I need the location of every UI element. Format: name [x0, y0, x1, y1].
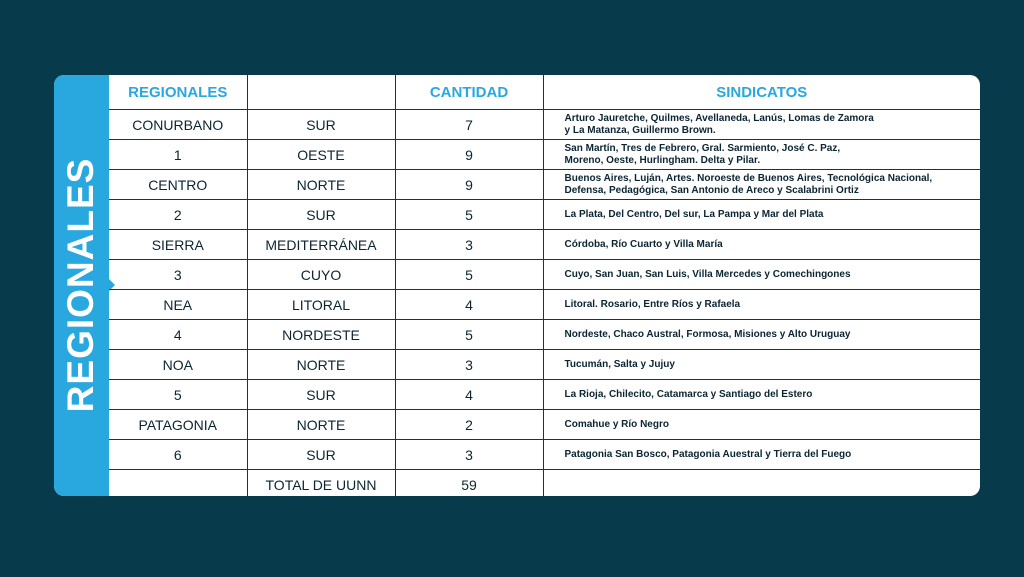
cell-sindicatos [543, 440, 980, 470]
regionales-table [109, 75, 980, 496]
sindicatos-line: La Rioja, Chilecito, Catamarca y Santiago del Estero [564, 388, 813, 400]
sindicatos-line: Litoral. Rosario, Entre Ríos y Rafaela [564, 298, 741, 310]
cell-zona: CUYO [247, 260, 395, 290]
cell-regional: NOA [109, 350, 247, 380]
table-row [109, 230, 980, 260]
table-row [109, 200, 980, 230]
sindicatos-line: La Plata, Del Centro, Del sur, La Pampa y Mar del Plata [564, 208, 824, 220]
table-row [109, 170, 980, 200]
cell-regional: 1 [109, 140, 247, 170]
cell-cantidad: 5 [395, 320, 543, 350]
cell-regional: 5 [109, 380, 247, 410]
table-row [109, 260, 980, 290]
sindicatos-line: Tucumán, Salta y Jujuy [564, 358, 675, 370]
cell-zona: NORTE [247, 170, 395, 200]
cell-sindicatos [543, 410, 980, 440]
cell-zona: MEDITERRÁNEA [247, 230, 395, 260]
cell-regional: CENTRO [109, 170, 247, 200]
cell-regional: 3 [109, 260, 247, 290]
table-row [109, 140, 980, 170]
header-sindicatos: SINDICATOS [543, 75, 980, 110]
sindicatos-line: Arturo Jauretche, Quilmes, Avellaneda, Lanús, Lomas de Zamora [564, 112, 874, 124]
cell-sindicatos [543, 380, 980, 410]
table-header-row [109, 75, 980, 110]
cell-sindicatos [543, 290, 980, 320]
table-row [109, 320, 980, 350]
cell-cantidad: 3 [395, 440, 543, 470]
header-cantidad: CANTIDAD [395, 75, 543, 110]
cell-cantidad: 5 [395, 200, 543, 230]
cell-cantidad: 3 [395, 230, 543, 260]
sindicatos-line: Comahue y Río Negro [564, 418, 669, 430]
cell-cantidad: 5 [395, 260, 543, 290]
cell-regional: 6 [109, 440, 247, 470]
sindicatos-line: Nordeste, Chaco Austral, Formosa, Misiones y Alto Uruguay [564, 328, 851, 340]
cell-regional: NEA [109, 290, 247, 320]
cell-zona: SUR [247, 200, 395, 230]
cell-regional: PATAGONIA [109, 410, 247, 440]
side-banner-label: REGIONALES [60, 157, 101, 413]
header-regionales: REGIONALES [109, 75, 247, 110]
sindicatos-line: Patagonia San Bosco, Patagonia Auestral y Tierra del Fuego [564, 448, 852, 460]
cell-zona: NORTE [247, 350, 395, 380]
cell-sindicatos [543, 320, 980, 350]
cell-regional: SIERRA [109, 230, 247, 260]
table-row [109, 410, 980, 440]
cell-zona: SUR [247, 380, 395, 410]
cell-sindicatos [543, 170, 980, 200]
regionales-card [54, 75, 980, 496]
cell-cantidad: 9 [395, 170, 543, 200]
cell-cantidad: 3 [395, 350, 543, 380]
cell-sindicatos [543, 230, 980, 260]
cell-zona: SUR [247, 110, 395, 140]
cell-empty [543, 470, 980, 497]
sindicatos-line: San Martín, Tres de Febrero, Gral. Sarmiento, José C. Paz, [564, 142, 841, 154]
cell-regional: 2 [109, 200, 247, 230]
cell-zona: SUR [247, 440, 395, 470]
cell-empty [109, 470, 247, 497]
cell-zona: NORTE [247, 410, 395, 440]
sindicatos-line: y La Matanza, Guillermo Brown. [564, 124, 716, 136]
table-total-row [109, 470, 980, 497]
sindicatos-line: Córdoba, Río Cuarto y Villa María [564, 238, 723, 250]
cell-sindicatos [543, 260, 980, 290]
total-value: 59 [395, 470, 543, 497]
table-row [109, 110, 980, 140]
sindicatos-line: Moreno, Oeste, Hurlingham. Delta y Pilar. [564, 154, 761, 166]
total-label: TOTAL DE UUNN [247, 470, 395, 497]
cell-cantidad: 4 [395, 380, 543, 410]
cell-cantidad: 9 [395, 140, 543, 170]
cell-sindicatos [543, 200, 980, 230]
sindicatos-line: Cuyo, San Juan, San Luis, Villa Mercedes y Comechingones [564, 268, 851, 280]
cell-cantidad: 4 [395, 290, 543, 320]
sindicatos-line: Defensa, Pedagógica, San Antonio de Areco y Scalabrini Ortiz [564, 184, 859, 196]
header-zona [247, 75, 395, 110]
cell-sindicatos [543, 350, 980, 380]
sindicatos-line: Buenos Aires, Luján, Artes. Noroeste de Buenos Aires, Tecnológica Nacional, [564, 172, 933, 184]
cell-cantidad: 7 [395, 110, 543, 140]
table-row [109, 440, 980, 470]
table-body [109, 110, 980, 497]
table-row [109, 380, 980, 410]
cell-regional: CONURBANO [109, 110, 247, 140]
cell-sindicatos [543, 110, 980, 140]
cell-cantidad: 2 [395, 410, 543, 440]
side-banner [54, 75, 109, 496]
cell-zona: NORDESTE [247, 320, 395, 350]
cell-zona: LITORAL [247, 290, 395, 320]
cell-sindicatos [543, 140, 980, 170]
cell-zona: OESTE [247, 140, 395, 170]
table-row [109, 350, 980, 380]
table-row [109, 290, 980, 320]
cell-regional: 4 [109, 320, 247, 350]
